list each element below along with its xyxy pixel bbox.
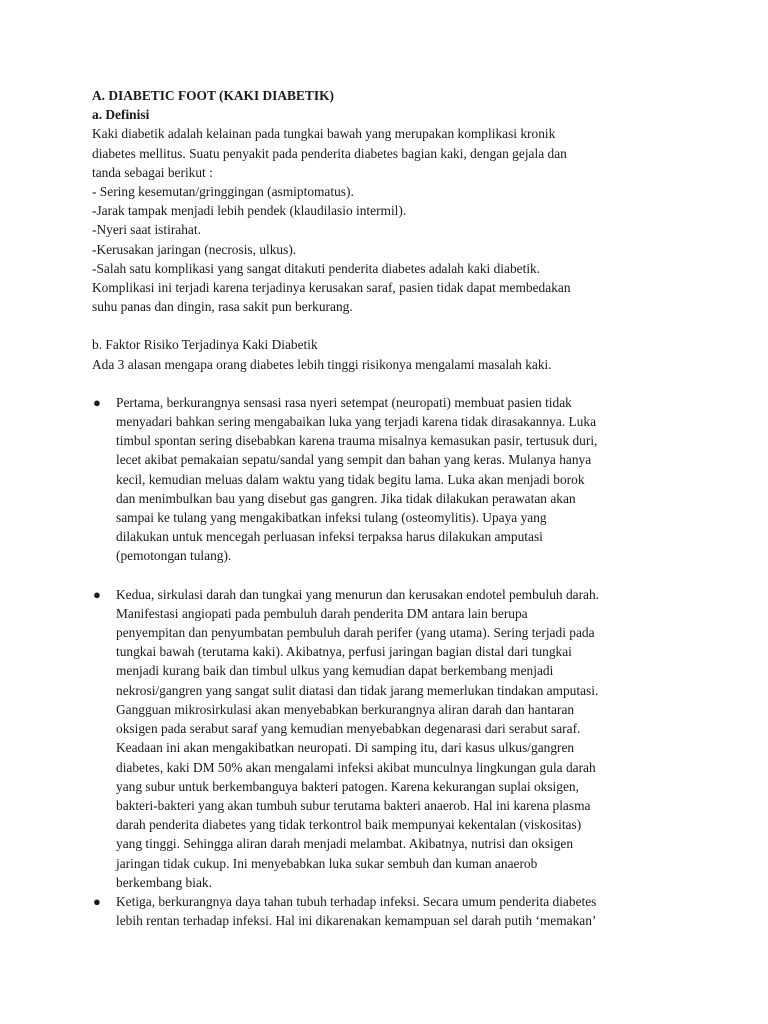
section-b-title: b. Faktor Risiko Terjadinya Kaki Diabetik [92,337,318,353]
bullet-line: yang tinggi. Sehingga aliran darah menjadi melambat. Akibatnya, nutrisi dan oksigen [116,836,574,852]
bullet-line: (pemotongan tulang). [116,548,232,564]
section-a-line: -Kerusakan jaringan (necrosis, ulkus). [92,241,297,257]
paragraph-spacer [92,316,692,335]
bullet-icon: ● [93,586,101,602]
paragraph-spacer [92,566,692,585]
bullet-line: lecet akibat pemakaian sepatu/sandal yang sempit dan bahan yang keras. Mulanya hanya [116,452,592,468]
bullet-line: Gangguan mikrosirkulasi akan menyebabkan berkurangnya aliran darah dan hantaran [116,701,575,717]
section-a-line: -Jarak tampak menjadi lebih pendek (klaudilasio intermil). [92,203,407,219]
bullet-line: Kedua, sirkulasi darah dan tungkai yang menurun dan kerusakan endotel pembuluh darah. [116,586,600,602]
section-a-line: suhu panas dan dingin, rasa sakit pun berkurang. [92,299,353,315]
section-a-body [92,124,692,316]
section-b-intro: Ada 3 alasan mengapa orang diabetes lebih tinggi risikonya mengalami masalah kaki. [92,356,552,372]
bullet-line: darah penderita diabetes yang tidak terkontrol baik mempunyai kekentalan (viskositas) [116,817,582,833]
bullet-line: berkembang biak. [116,874,212,890]
bullet-line: Pertama, berkurangnya sensasi rasa nyeri setempat (neuropati) membuat pasien tidak [116,394,572,410]
bullet-line: menjadi kurang baik dan timbul ulkus yang kemudian dapat berkembang menjadi [116,663,554,679]
bullet-icon: ● [93,394,101,410]
bullet-line: sampai ke tulang yang mengakibatkan infeksi tulang (osteomylitis). Upaya yang [116,510,547,526]
bullet-line: oksigen pada serabut saraf yang kemudian menyebabkan degenarasi dari serabut saraf. [116,721,581,737]
bullet-line: jaringan tidak cukup. Ini menyebabkan luka sukar sembuh dan kuman anaerob [116,855,538,871]
section-a-line: -Salah satu komplikasi yang sangat ditakuti penderita diabetes adalah kaki diabetik. [92,260,541,276]
bullet-line: dan menimbulkan bau yang disebut gas gangren. Jika tidak dilakukan perawatan akan [116,490,576,506]
bullet-line: Ketiga, berkurangnya daya tahan tubuh terhadap infeksi. Secara umum penderita diabetes [116,893,597,909]
section-a-line: Kaki diabetik adalah kelainan pada tungkai bawah yang merupakan komplikasi kronik [92,126,556,142]
bullet-line: Manifestasi angiopati pada pembuluh darah penderita DM antara lain berupa [116,605,528,621]
section-a-line: diabetes mellitus. Suatu penyakit pada penderita diabetes bagian kaki, dengan gejala dan [92,145,567,161]
bullet-line: Keadaan ini akan mengakibatkan neuropati. Di samping itu, dari kasus ulkus/gangren [116,740,575,756]
section-a-line: -Nyeri saat istirahat. [92,222,201,238]
bullet-line: lebih rentan terhadap infeksi. Hal ini dikarenakan kemampuan sel darah putih ‘memakan’ [116,913,597,929]
bullet-line: kecil, kemudian meluas dalam waktu yang tidak begitu lama. Luka akan menjadi borok [116,471,585,487]
bullet-line: menyadari bahkan sering mengabaikan luka yang terjadi karena tidak dirasakannya. Luka [116,414,597,430]
bullet-line: dilakukan untuk mencegah perluasan infeksi terpaksa harus dilakukan amputasi [116,529,543,545]
bullet-line: tungkai bawah (terutama kaki). Akibatnya, perfusi jaringan bagian distal dari tungkai [116,644,572,660]
section-a-line: - Sering kesemutan/gringgingan (asmiptomatus). [92,184,354,200]
section-a-line: Komplikasi ini terjadi karena terjadinya kerusakan saraf, pasien tidak dapat membedakan [92,280,571,296]
bullet-line: yang subur untuk berkembanguya bakteri patogen. Karena kekurangan suplai oksigen, [116,778,579,794]
bullet-icon: ● [93,893,101,909]
section-a-line: tanda sebagai berikut : [92,164,213,180]
paragraph-spacer [92,374,692,393]
bullet-line: nekrosi/gangren yang sangat sulit diatasi dan tidak jarang memerlukan tindakan amputasi. [116,682,599,698]
bullet-item-2 [92,585,692,892]
section-a-title: a. Definisi [92,107,150,123]
document-page [92,86,692,930]
bullet-line: timbul spontan sering disebabkan karena trauma misalnya kemasukan pasir, tertusuk duri, [116,433,598,449]
bullet-line: bakteri-bakteri yang akan tumbuh subur terutama bakteri anaerob. Hal ini karena plasma [116,797,591,813]
bullet-item-1 [92,393,692,566]
bullet-item-3 [92,892,692,930]
bullet-line: penyempitan dan penyumbatan pembuluh darah perifer (yang utama). Sering terjadi pada [116,625,595,641]
bullet-line: diabetes, kaki DM 50% akan mengalami infeksi akibat munculnya lingkungan gula darah [116,759,596,775]
document-heading: A. DIABETIC FOOT (KAKI DIABETIK) [92,88,334,103]
